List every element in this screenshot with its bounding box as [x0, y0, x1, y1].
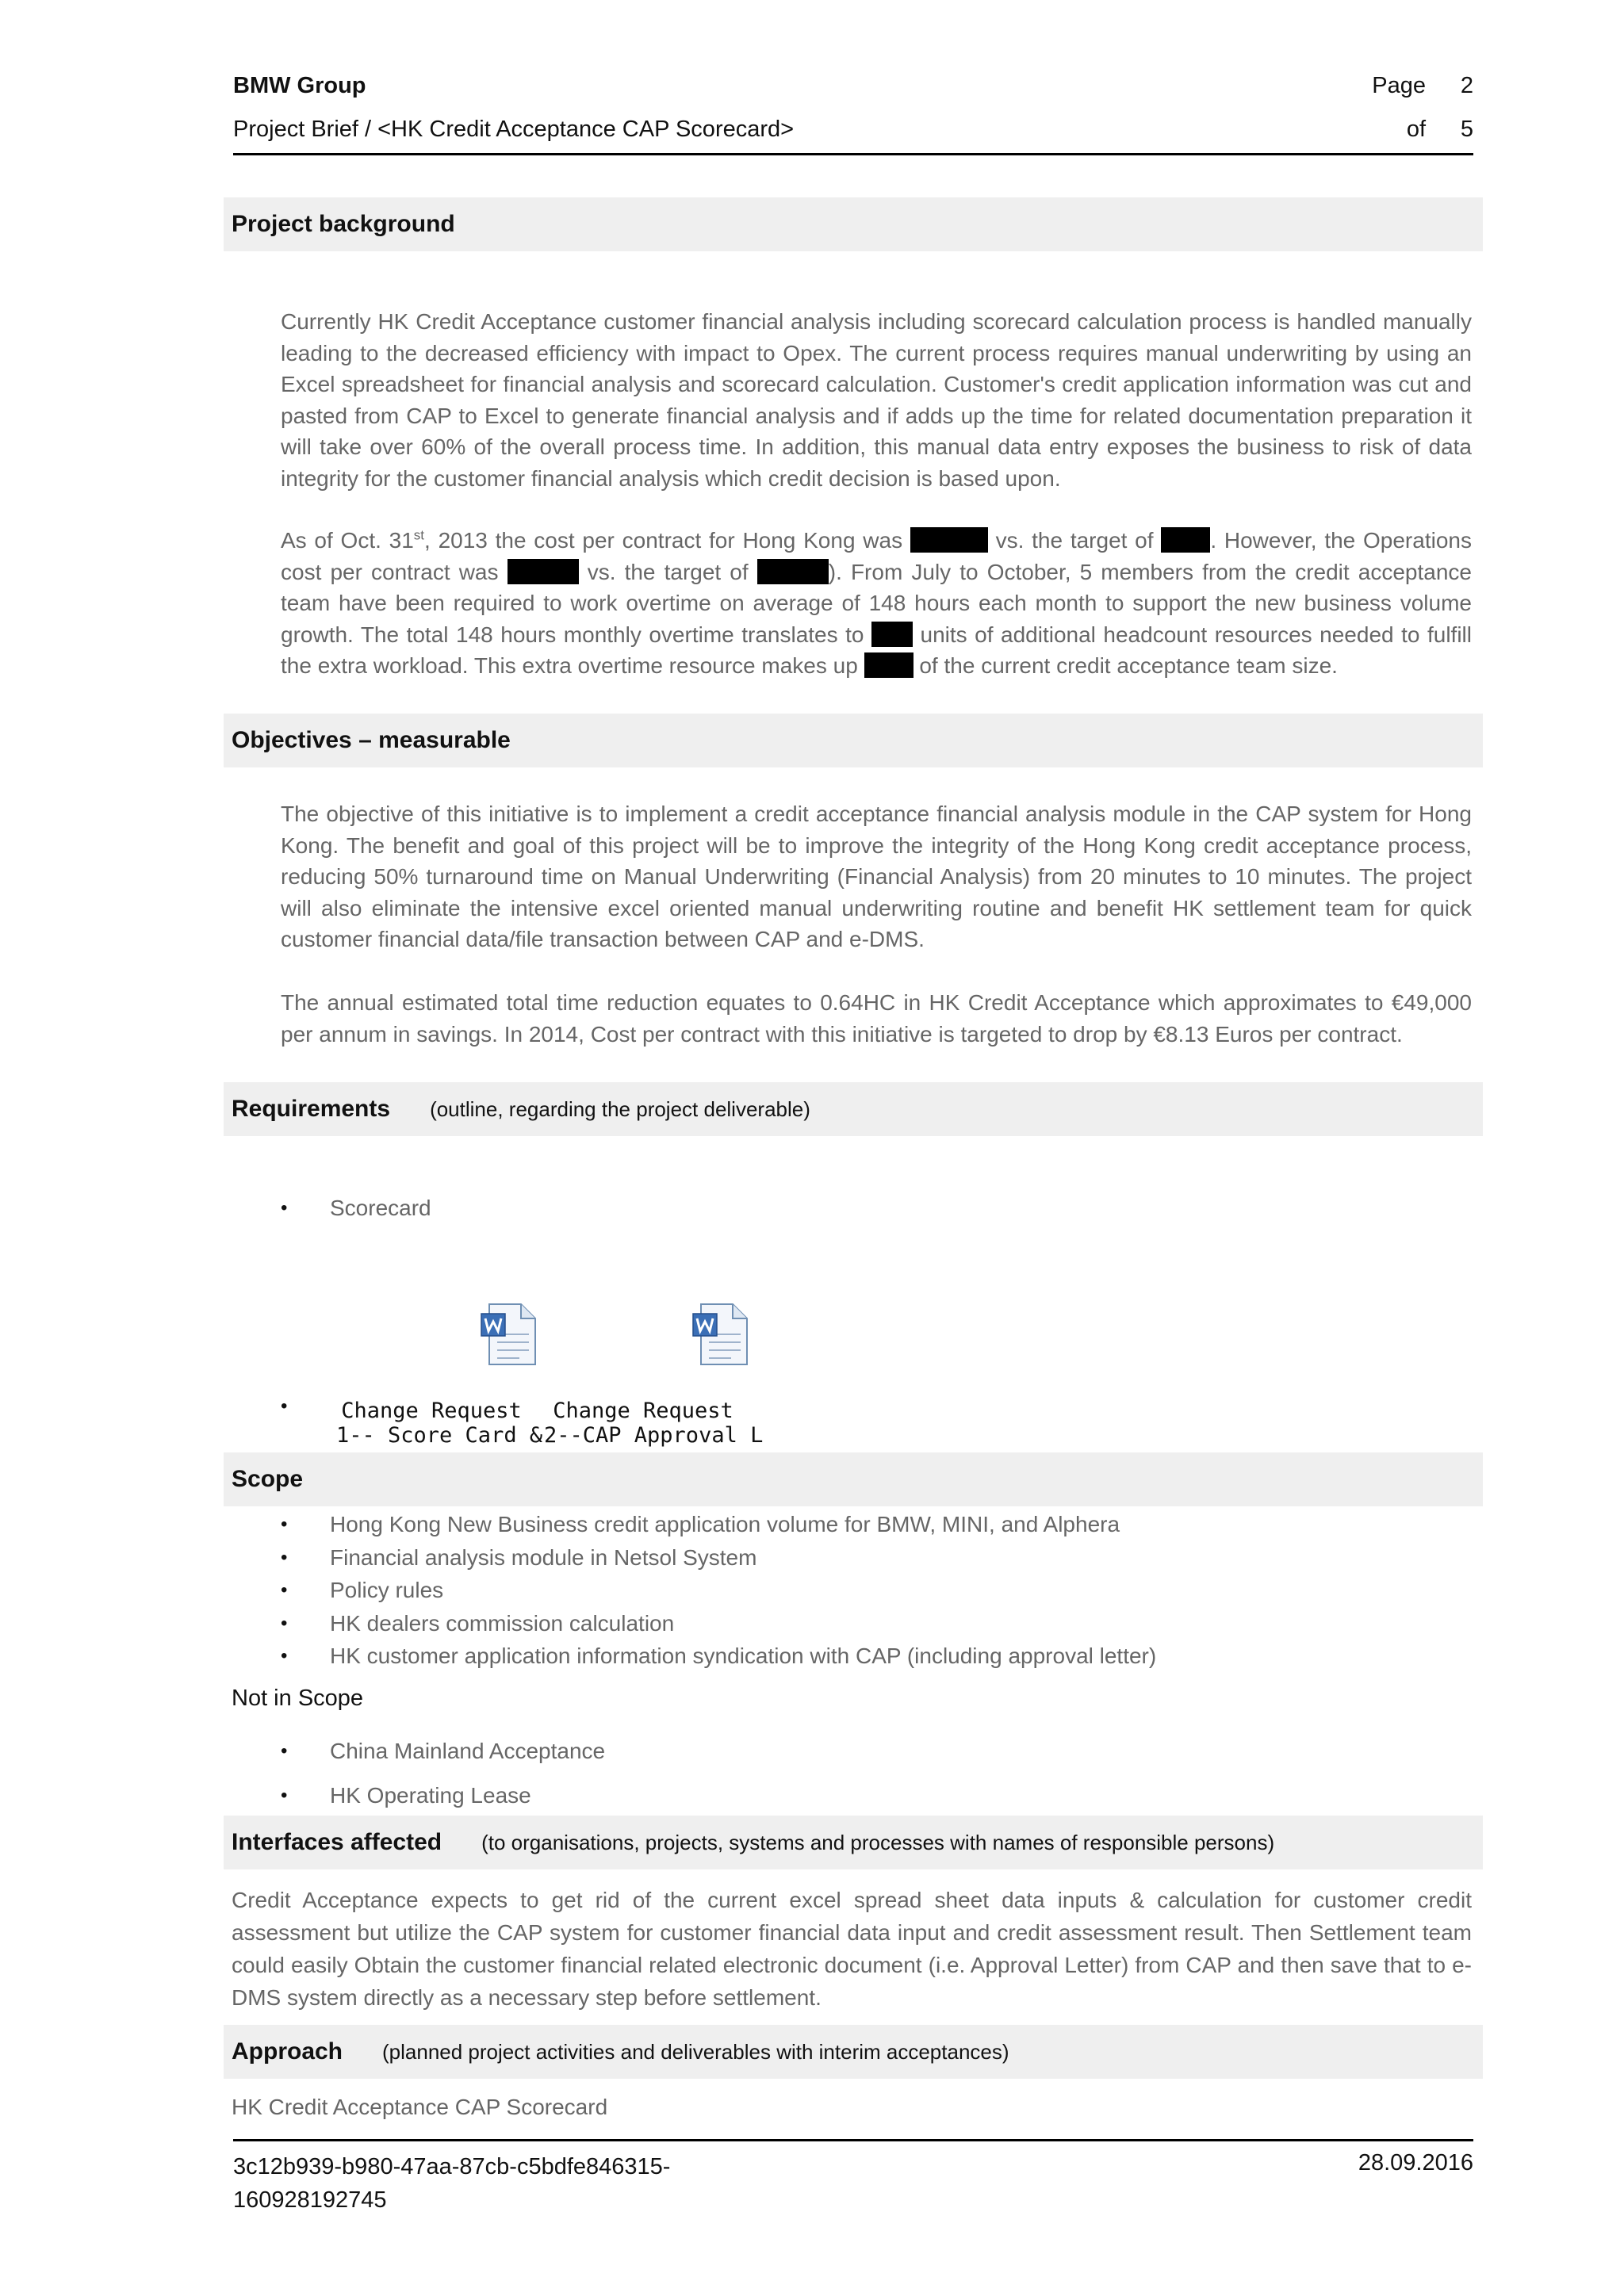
of-label: of	[1406, 117, 1426, 142]
bullet-icon: •	[281, 1612, 288, 1634]
list-item: • Hong Kong New Business credit application volume for BMW, MINI, and Alphera	[281, 1508, 1472, 1541]
redaction-box	[864, 652, 914, 678]
section-note: (planned project activities and deliverables with interim acceptances)	[382, 2039, 1009, 2064]
list-item: • Financial analysis module in Netsol System	[281, 1541, 1472, 1575]
bullet-icon: •	[281, 1395, 288, 1417]
background-paragraph-1: Currently HK Credit Acceptance customer financial analysis including scorecard calculation process is handled manually leading to the decreased efficiency with impact to Opex. The current process requires manual underwriting by using an Excel spreadsheet for financial analysis and scorecard calculation. Customer's credit application information was cut and pasted from CAP to Excel to generate financial analysis and if adds up the time for related documentation preparation it will take over 60% of the overall process time. In addition, this manual data entry exposes the business to risk of data integrity for the customer financial analysis which credit decision is based upon.	[281, 309, 1472, 491]
interfaces-paragraph: Credit Acceptance expects to get rid of the current excel spread sheet data inputs & calculation for customer credit assessment but utilize the CAP system for customer financial data input and credit assessment result. Then Settlement team could easily Obtain the customer financial related electronic document (i.e. Approval Letter) from CAP and then save that to e-DMS system directly as a necessary step before settlement.	[232, 1888, 1472, 2010]
section-title: Objectives – measurable	[232, 727, 511, 753]
requirements-list	[281, 1192, 1472, 1225]
list-item: • HK customer application information syndication with CAP (including approval letter)	[281, 1640, 1472, 1673]
bullet-icon: •	[281, 1513, 288, 1535]
redaction-box	[910, 527, 988, 553]
header-divider	[233, 153, 1473, 155]
bullet-icon: •	[281, 1785, 288, 1806]
section-interfaces-header	[224, 1816, 1483, 1869]
total-pages: 5	[1460, 117, 1473, 142]
background-paragraph-2: As of Oct. 31st, 2013 the cost per contract for Hong Kong was vs. the target of . However, the Operations cost per contract was vs. the target of ). From July to October, 5 members from the credit acceptance team have been required to work overtime on average of 148 hours each month to support the new business volume growth. The total 148 hours monthly overtime translates to units of additional headcount resources needed to fulfill the extra workload. This extra overtime resource makes up of the current credit acceptance team size.	[281, 527, 1472, 678]
redaction-box	[508, 559, 579, 584]
redaction-box	[1161, 527, 1210, 553]
bullet-icon: •	[281, 1740, 288, 1762]
bullet-icon: •	[281, 1579, 288, 1601]
section-scope-header	[224, 1452, 1483, 1506]
redaction-box	[757, 559, 829, 584]
list-item: • HK Operating Lease	[281, 1774, 1472, 1818]
attachment-label: Change Request 1-- Score Card &	[336, 1399, 543, 1448]
list-item: • China Mainland Acceptance	[281, 1729, 1472, 1774]
attachment-label: Change Request 2--CAP Approval L	[544, 1399, 764, 1448]
approach-text: HK Credit Acceptance CAP Scorecard	[232, 2095, 608, 2119]
bullet-icon: •	[281, 1546, 288, 1568]
footer-document-id: 3c12b939-b980-47aa-87cb-c5bdfe846315- 160928192745	[233, 2154, 671, 2213]
page-number: 2	[1460, 73, 1473, 98]
scope-list	[281, 1508, 1472, 1673]
section-note: (to organisations, projects, systems and processes with names of responsible persons)	[481, 1830, 1275, 1854]
not-in-scope-label: Not in Scope	[232, 1686, 364, 1711]
list-item: • Scorecard	[281, 1192, 1472, 1225]
word-document-icon	[400, 1278, 462, 1343]
section-note: (outline, regarding the project deliverable)	[430, 1096, 810, 1121]
document-title: Project Brief / <HK Credit Acceptance CAP Scorecard>	[233, 117, 795, 142]
footer-divider	[233, 2139, 1473, 2141]
company-name: BMW Group	[233, 73, 366, 98]
bullet-icon: •	[281, 1197, 288, 1219]
not-in-scope-list	[281, 1729, 1472, 1818]
list-item: • Policy rules	[281, 1574, 1472, 1607]
section-title: Scope	[232, 1466, 304, 1492]
section-approach-header	[224, 2025, 1483, 2079]
footer-date: 28.09.2016	[1358, 2150, 1473, 2175]
redaction-box	[871, 622, 913, 647]
list-item: • HK dealers commission calculation	[281, 1607, 1472, 1640]
page-label: Page	[1372, 73, 1426, 98]
section-title: Approach	[232, 2038, 343, 2064]
section-background-header	[224, 197, 1483, 251]
objectives-paragraph-2: The annual estimated total time reduction equates to 0.64HC in HK Credit Acceptance which approximates to €49,000 per annum in savings. In 2014, Cost per contract with this initiative is targeted to drop by €8.13 Euros per contract.	[281, 990, 1472, 1047]
word-document-icon	[612, 1278, 674, 1343]
bullet-icon: •	[281, 1645, 288, 1667]
section-title: Interfaces affected	[232, 1829, 442, 1855]
section-requirements-header	[224, 1082, 1483, 1136]
section-title: Project background	[232, 211, 455, 237]
section-title: Requirements	[232, 1096, 391, 1122]
section-objectives-header	[224, 714, 1483, 767]
objectives-paragraph-1: The objective of this initiative is to implement a credit acceptance financial analysis module in the CAP system for Hong Kong. The benefit and goal of this project will be to improve the integrity of the Hong Kong credit acceptance process, reducing 50% turnaround time on Manual Underwriting (Financial Analysis) from 20 minutes to 10 minutes. The project will also eliminate the intensive excel oriented manual underwriting routine and benefit HK settlement team for quick customer financial data/file transaction between CAP and e-DMS.	[281, 802, 1472, 951]
